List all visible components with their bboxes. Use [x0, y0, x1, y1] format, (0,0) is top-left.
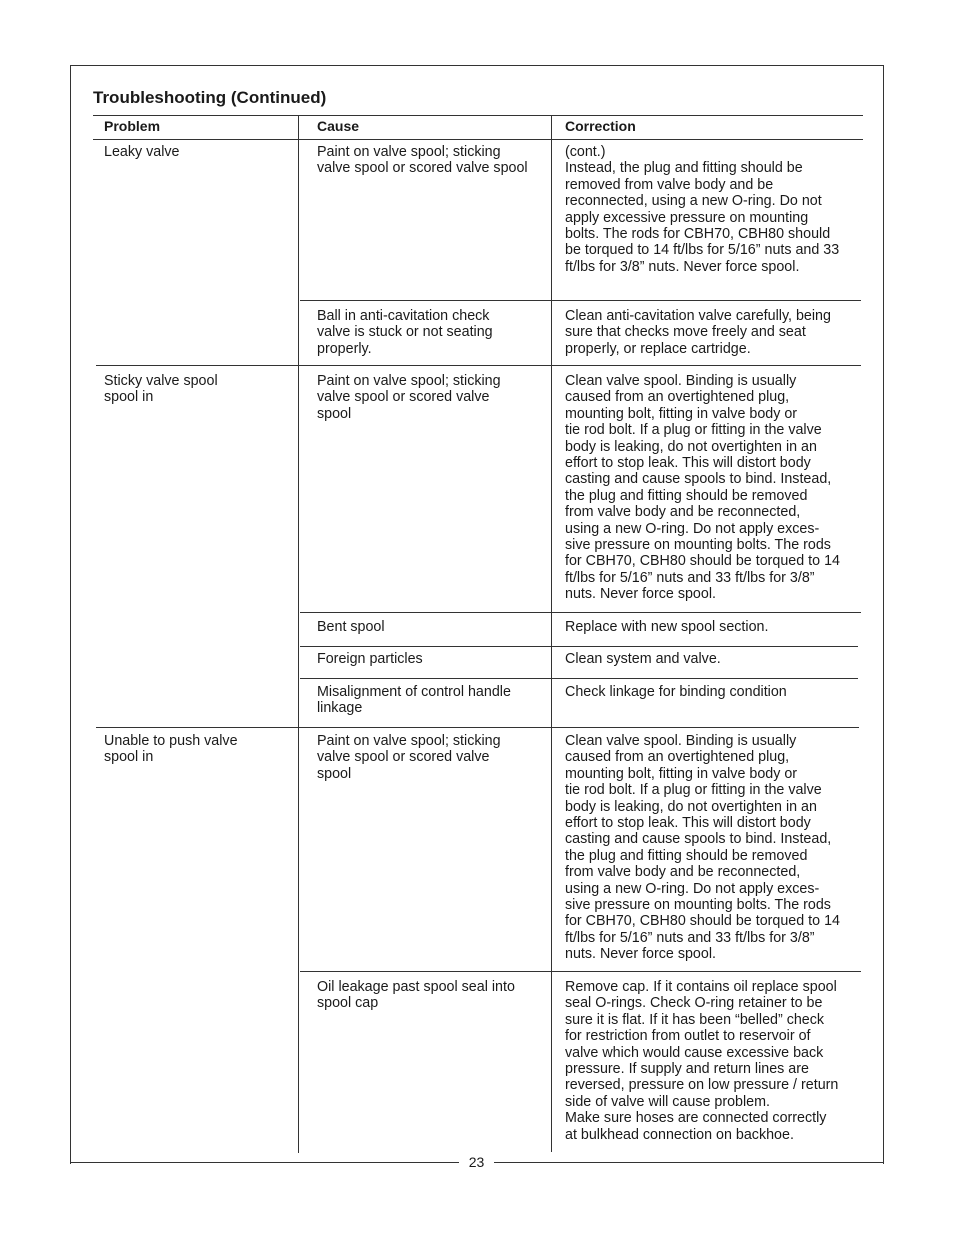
row-separator	[300, 612, 861, 613]
header-problem: Problem	[104, 118, 161, 134]
column-divider-2	[551, 115, 552, 1152]
correction-cell: (cont.) Instead, the plug and fitting should be removed from valve body and be reconnected, using a new O-ring. Do not apply excessive pressure on mounting bolts. The rods for CBH70, CBH80 should be torqued to 14 ft/lbs for 5/16” nuts and 33 ft/lbs for 3/8” nuts. Never force spool.	[565, 144, 840, 275]
cause-cell: Ball in anti-cavitation check valve is stuck or not seating properly.	[317, 308, 493, 357]
correction-cell: Replace with new spool section.	[565, 619, 769, 635]
cause-cell: Misalignment of control handle linkage	[317, 684, 511, 717]
correction-cell: Clean anti-cavitation valve carefully, being sure that checks move freely and seat properly, or replace cartridge.	[565, 308, 831, 357]
correction-cell: Check linkage for binding condition	[565, 684, 787, 700]
correction-cell: Clean valve spool. Binding is usually caused from an overtightened plug, mounting bolt, fitting in valve body or tie rod bolt. If a plug or fitting in the valve body is leaking, do not overtighten in an effort to stop leak. This will distort body casting and cause spools to bind. Instead, the plug and fitting should be removed from valve body and be reconnected, using a new O-ring. Do not apply exces- sive pressure on mounting bolts. The rods for CBH70, CBH80 should be torqued to 14 ft/lbs for 5/16” nuts and 33 ft/lbs for 3/8” nuts. Never force spool.	[565, 733, 840, 963]
frame-bottom-rule-right	[494, 1162, 884, 1163]
problem-cell: Sticky valve spool spool in	[104, 373, 218, 406]
problem-cell: Leaky valve	[104, 144, 180, 160]
correction-cell: Clean system and valve.	[565, 651, 721, 667]
correction-cell: Remove cap. If it contains oil replace spool seal O-rings. Check O-ring retainer to be sure it is flat. If it has been “belled” check for restriction from outlet to reservoir of valve which would cause excessive back pressure. If supply and return lines are reversed, pressure on low pressure / return side of valve will cause problem. Make sure hoses are connected correctly at bulkhead connection on backhoe.	[565, 979, 839, 1143]
column-divider-1	[298, 115, 299, 1153]
cause-cell: Paint on valve spool; sticking valve spool or scored valve spool	[317, 733, 501, 782]
row-separator	[96, 365, 861, 366]
header-correction: Correction	[565, 118, 636, 134]
cause-cell: Paint on valve spool; sticking valve spool or scored valve spool	[317, 144, 528, 177]
header-cause: Cause	[317, 118, 360, 134]
page-title: Troubleshooting (Continued)	[93, 88, 327, 107]
cause-cell: Foreign particles	[317, 651, 423, 667]
cause-cell: Oil leakage past spool seal into spool cap	[317, 979, 515, 1012]
row-separator	[300, 678, 858, 679]
row-separator	[300, 300, 861, 301]
frame-bottom-rule-left	[70, 1162, 459, 1163]
table-top-rule	[93, 115, 863, 116]
header-bottom-rule	[93, 139, 863, 140]
row-separator	[96, 727, 859, 728]
cause-cell: Paint on valve spool; sticking valve spool or scored valve spool	[317, 373, 501, 422]
correction-cell: Clean valve spool. Binding is usually caused from an overtightened plug, mounting bolt, fitting in valve body or tie rod bolt. If a plug or fitting in the valve body is leaking, do not overtighten in an effort to stop leak. This will distort body casting and cause spools to bind. Instead, the plug and fitting should be removed from valve body and be reconnected, using a new O-ring. Do not apply exces- sive pressure on mounting bolts. The rods for CBH70, CBH80 should be torqued to 14 ft/lbs for 5/16” nuts and 33 ft/lbs for 3/8” nuts. Never force spool.	[565, 373, 840, 603]
problem-cell: Unable to push valve spool in	[104, 733, 238, 766]
page-number: 23	[468, 1154, 485, 1170]
cause-cell: Bent spool	[317, 619, 385, 635]
row-separator	[300, 971, 861, 972]
row-separator	[300, 646, 858, 647]
